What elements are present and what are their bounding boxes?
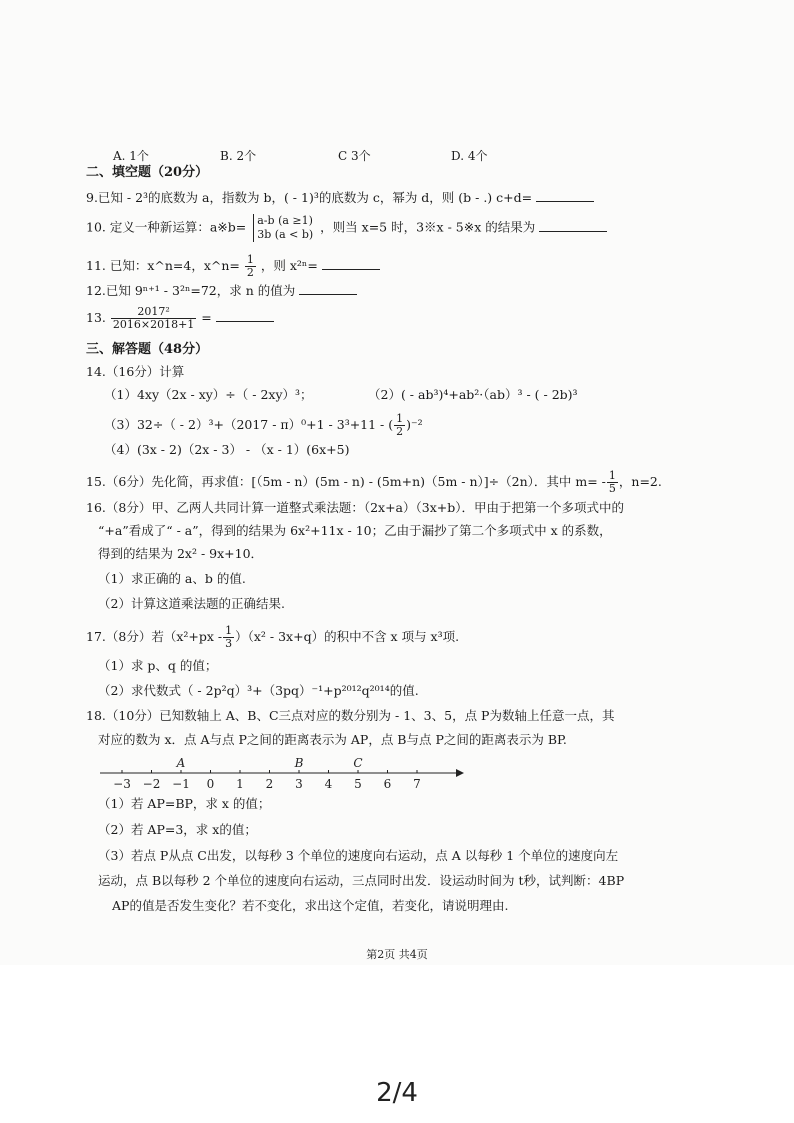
number-line-tick-label: 7	[413, 777, 421, 791]
number-line-tick-label: 5	[354, 777, 362, 791]
question-18-part-2: （2）若 AP=3，求 x的值；	[98, 822, 257, 837]
option-a: A. 1个	[113, 149, 149, 163]
piecewise-brace	[253, 214, 313, 242]
section-answer-title: 三、解答题（48分）	[86, 342, 209, 357]
number-line-point-label: A	[176, 756, 186, 770]
section-fill-in-title: 二、填空题（20分）	[86, 165, 209, 180]
option-c: C 3个	[338, 149, 371, 163]
fraction-numerator: 1	[608, 469, 616, 482]
question-18-part-3-line-1: （3）若点 P从点 C出发，以每秒 3 个单位的速度向右运动，点 A 以每秒 1 个单位的速度向左	[98, 848, 619, 863]
question-16-part-2: （2）计算这道乘法题的正确结果.	[98, 596, 285, 611]
question-12-text: 12.已知 9ⁿ⁺¹ - 3²ⁿ=72，求 n 的值为	[86, 283, 296, 298]
fraction-numerator: 2017²	[111, 306, 196, 319]
fraction	[223, 625, 234, 650]
question-10	[86, 214, 607, 242]
question-17-suffix: ）（x² - 3x+q）的积中不含 x 项与 x³项.	[235, 629, 460, 644]
question-13-prefix: 13.	[86, 310, 106, 325]
question-13	[86, 306, 274, 331]
number-line-tick-label: −1	[172, 777, 190, 791]
answer-blank	[539, 219, 607, 232]
answer-blank	[536, 189, 594, 202]
question-11-suffix: ，则 x²ⁿ=	[260, 258, 318, 273]
question-14-part-1: （1）4xy（2x - xy）÷（ - 2xy）³；	[104, 387, 313, 402]
number-line-tick-label: 4	[324, 777, 333, 791]
answer-blank	[322, 257, 380, 270]
fraction	[607, 470, 618, 495]
page-footer: 第2页 共4页	[366, 948, 428, 961]
number-line	[96, 752, 466, 796]
question-14-part-2: （2）( - ab³)⁴+ab²·（ab）³ - ( - 2b)³	[368, 387, 578, 402]
answer-blank	[299, 282, 357, 295]
fraction	[111, 306, 196, 331]
question-10-prefix: 10. 定义一种新运算：a※b=	[86, 219, 247, 235]
number-line-point-label: C	[353, 756, 363, 770]
question-15-prefix: 15.（6分）先化简，再求值：[（5m - n）(5m - n) - (5m+n)（5m - n）]÷（2n）．其中 m= -	[86, 474, 606, 489]
question-10-suffix: ，则当 x=5 时，3※x - 5※x 的结果为	[320, 219, 536, 235]
number-line-tick-label: 3	[295, 777, 303, 791]
answer-blank	[216, 309, 274, 322]
option-b: B. 2个	[220, 149, 257, 163]
number-line-point-label: B	[294, 756, 304, 770]
question-18-line-2: 对应的数为 x．点 A与点 P之间的距离表示为 AP，点 B与点 P之间的距离表示为 BP.	[98, 732, 567, 747]
question-17-prefix: 17.（8分）若（x²+px -	[86, 629, 223, 644]
number-line-arrow-icon	[456, 769, 464, 777]
fraction-numerator: 1	[225, 624, 233, 637]
question-16-line-1: 16.（8分）甲、乙两人共同计算一道整式乘法题：（2x+a）（3x+b）．甲由于把第一个多项式中的	[86, 500, 624, 515]
number-line-tick-label: 0	[206, 777, 215, 791]
number-line-tick-label: −3	[113, 777, 131, 791]
piecewise-case-2: 3b (a < b)	[257, 228, 314, 241]
fraction	[245, 254, 256, 279]
number-line-tick-label: −2	[142, 777, 161, 791]
question-14-part-3-suffix: )⁻²	[406, 417, 423, 432]
question-15-suffix: ，n=2.	[618, 474, 662, 489]
number-line-tick-label: 6	[383, 777, 392, 791]
question-16-part-1: （1）求正确的 a、b 的值.	[98, 571, 246, 586]
question-15	[86, 470, 662, 495]
fraction-numerator: 1	[246, 253, 254, 266]
question-14-part-3	[104, 413, 423, 438]
question-18-part-3-line-3: AP的值是否发生变化？若不变化，求出这个定值，若变化，请说明理由.	[112, 898, 509, 913]
option-d: D. 4个	[451, 149, 488, 163]
question-11	[86, 254, 380, 279]
question-17-part-1: （1）求 p、q 的值；	[98, 658, 218, 673]
fraction-denominator: 2016×2018+1	[112, 318, 195, 331]
question-13-suffix: =	[201, 310, 212, 325]
fraction-numerator: 1	[396, 412, 404, 425]
question-18-part-1: （1）若 AP=BP，求 x 的值；	[98, 796, 271, 811]
question-17-part-2: （2）求代数式（ - 2p²q）³+（3pq）⁻¹+p²⁰¹²q²⁰¹⁴的值.	[98, 683, 419, 698]
fraction-denominator: 5	[608, 482, 616, 495]
question-18-line-1: 18.（10分）已知数轴上 A、B、C三点对应的数分别为 - 1、3、5，点 P为数轴上任意一点，其	[86, 708, 615, 723]
fraction	[394, 413, 405, 438]
piecewise-case-1: a-b (a ≥1)	[257, 214, 313, 227]
question-18-part-3-line-2: 运动，点 B以每秒 2 个单位的速度向右运动，三点同时出发．设运动时间为 t秒，试判断：4BP	[98, 873, 625, 888]
page-indicator: 2/4	[376, 1078, 418, 1108]
question-12	[86, 282, 357, 299]
question-16-line-3: 得到的结果为 2x² - 9x+10．	[98, 546, 264, 561]
question-11-prefix: 11. 已知：x^n=4，x^n=	[86, 258, 240, 273]
question-9	[86, 189, 594, 206]
question-9-text: 9.已知 - 2³的底数为 a，指数为 b，( - 1)³的底数为 c，幂为 d，则 (b - .) c+d=	[86, 190, 533, 205]
number-line-tick-label: 1	[236, 777, 244, 791]
question-17	[86, 625, 459, 650]
question-14-part-4: （4）(3x - 2)（2x - 3） - （x - 1）(6x+5)	[104, 442, 350, 457]
fraction-denominator: 2	[396, 425, 404, 438]
question-16-line-2: “+a”看成了“ - a”，得到的结果为 6x²+11x - 10；乙由于漏抄了第二个多项式中 x 的系数，	[98, 523, 612, 538]
question-14-title: 14.（16分）计算	[86, 364, 185, 379]
fraction-denominator: 3	[225, 637, 233, 650]
question-14-part-3-prefix: （3）32÷（ - 2）³+（2017 - π）⁰+1 - 3³+11 - (	[104, 417, 394, 432]
number-line-tick-label: 2	[265, 777, 274, 791]
fraction-denominator: 2	[246, 266, 254, 279]
